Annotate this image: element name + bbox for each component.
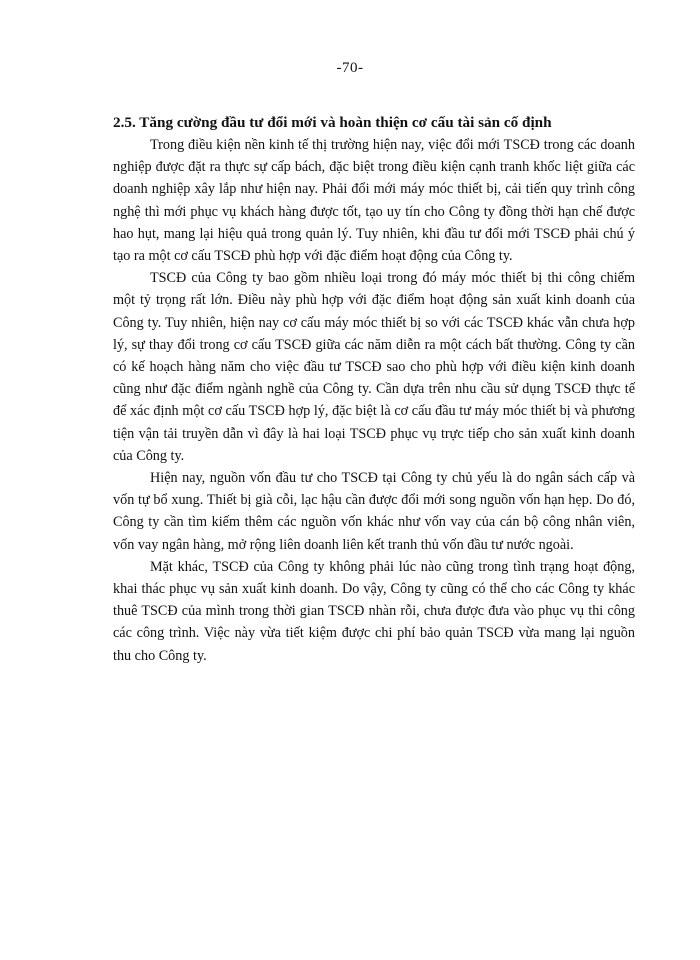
document-body (113, 112, 635, 667)
page-number: -70- (336, 60, 364, 76)
paragraph-1: Trong điều kiện nền kinh tế thị trường hiện nay, việc đổi mới TSCĐ trong các doanh nghiệp được đặt ra thực sự cấp bách, đặc biệt trong điều kiện cạnh tranh khốc liệt giữa các doanh nghiệp xây lắp như hiện nay. Phải đổi mới máy móc thiết bị, cải tiến quy trình công nghệ thì mới phục vụ khách hàng được tốt, tạo uy tín cho Công ty đồng thời hạn chế được hao hụt, mang lại hiệu quả trong quản lý. Tuy nhiên, khi đầu tư đổi mới TSCĐ phải chú ý tạo ra một cơ cấu TSCĐ phù hợp với đặc điểm hoạt động của Công ty. (113, 137, 635, 265)
section-heading: 2.5. Tăng cường đầu tư đổi mới và hoàn thiện cơ cấu tài sản cố định (113, 114, 552, 131)
paragraph-4: Mặt khác, TSCĐ của Công ty không phải lúc nào cũng trong tình trạng hoạt động, khai thác phục vụ sản xuất kinh doanh. Do vậy, Công ty cũng có thể cho các Công ty khác thuê TSCĐ của mình trong thời gian TSCĐ nhàn rỗi, chưa được đưa vào phục vụ thi công các công trình. Việc này vừa tiết kiệm được chi phí bảo quản TSCĐ vừa mang lại nguồn thu cho Công ty. (113, 558, 635, 664)
paragraph-3: Hiện nay, nguồn vốn đầu tư cho TSCĐ tại Công ty chủ yếu là do ngân sách cấp và vốn tự bổ xung. Thiết bị già cỗi, lạc hậu cần được đổi mới song nguồn vốn hạn hẹp. Do đó, Công ty cần tìm kiếm thêm các nguồn vốn khác như vốn vay của cán bộ công nhân viên, vốn vay ngân hàng, mở rộng liên doanh liên kết tranh thủ vốn đầu tư nước ngoài. (113, 470, 635, 553)
paragraph-2: TSCĐ của Công ty bao gồm nhiều loại trong đó máy móc thiết bị thi công chiếm một tỷ trọng rất lớn. Điều này phù hợp với đặc điểm hoạt động sản xuất kinh doanh của Công ty. Tuy nhiên, hiện nay cơ cấu máy móc thiết bị so với các TSCĐ khác vẫn chưa hợp lý, sự thay đổi trong cơ cấu TSCĐ giữa các năm diễn ra một cách bất thường. Công ty cần có kế hoạch hàng năm cho việc đầu tư TSCĐ sao cho phù hợp với điều kiện kinh doanh cũng như đặc điểm ngành nghề của Công ty. Cần dựa trên nhu cầu sử dụng TSCĐ thực tế để xác định một cơ cấu TSCĐ hợp lý, đặc biệt là cơ cấu đầu tư máy móc thiết bị và phương tiện vận tải truyền dẫn vì đây là hai loại TSCĐ phục vụ trực tiếp cho sản xuất kinh doanh của Công ty. (113, 270, 635, 464)
